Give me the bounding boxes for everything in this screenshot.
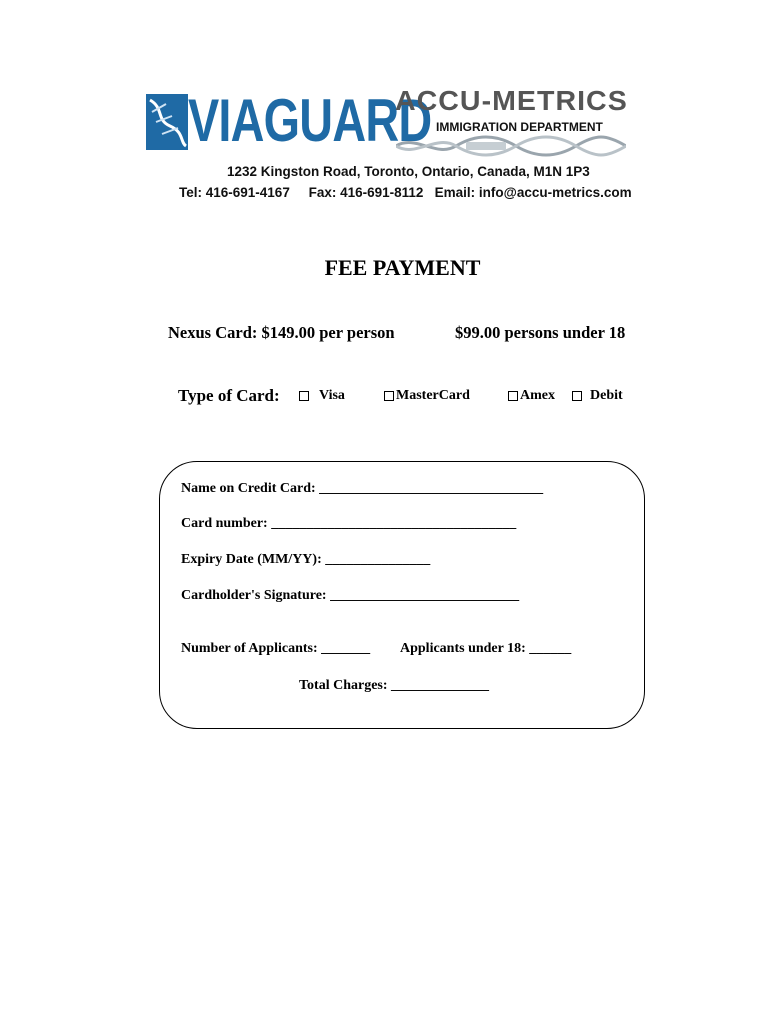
checkbox-mastercard[interactable] <box>384 391 394 401</box>
card-option-debit[interactable] <box>572 388 623 404</box>
company-address: 1232 Kingston Road, Toronto, Ontario, Canada, M1N 1P3 <box>227 164 590 179</box>
checkbox-visa[interactable] <box>299 391 309 401</box>
card-option-amex[interactable] <box>508 388 555 404</box>
card-option-visa[interactable] <box>299 388 345 404</box>
viaguard-logo-mark <box>146 94 188 150</box>
viaguard-logo-text: VIAGUARD <box>188 87 432 154</box>
expiry-date-field[interactable]: Expiry Date (MM/YY): _______________ <box>181 552 431 567</box>
company-contact: Tel: 416-691-4167 Fax: 416-691-8112 Email: info@accu-metrics.com <box>179 185 632 200</box>
name-on-card-field[interactable]: Name on Credit Card: ________________________________ <box>181 481 544 496</box>
checkbox-debit[interactable] <box>572 391 582 401</box>
checkbox-amex[interactable] <box>508 391 518 401</box>
card-type-label: Type of Card: <box>178 386 280 405</box>
card-option-label: Amex <box>520 388 555 403</box>
signature-field[interactable]: Cardholder's Signature: ___________________________ <box>181 588 520 603</box>
fee-minor: $99.00 persons under 18 <box>455 323 626 342</box>
card-number-field[interactable]: Card number: ___________________________________ <box>181 516 517 531</box>
card-option-label: MasterCard <box>396 388 470 403</box>
page-title: FEE PAYMENT <box>324 255 481 280</box>
total-charges-field[interactable]: Total Charges: ______________ <box>299 678 490 693</box>
fee-adult: Nexus Card: $149.00 per person <box>168 323 395 342</box>
accu-metrics-logo-text: ACCU-METRICS <box>395 85 628 116</box>
card-option-label: Visa <box>319 388 345 403</box>
immigration-department-text: IMMIGRATION DEPARTMENT <box>436 120 603 134</box>
number-of-applicants-field[interactable]: Number of Applicants: _______ <box>181 641 371 656</box>
card-option-label: Debit <box>590 388 623 403</box>
applicants-under-18-field[interactable]: Applicants under 18: ______ <box>400 641 572 656</box>
dna-strand-graphic <box>396 134 626 158</box>
card-option-mastercard[interactable] <box>384 388 470 404</box>
